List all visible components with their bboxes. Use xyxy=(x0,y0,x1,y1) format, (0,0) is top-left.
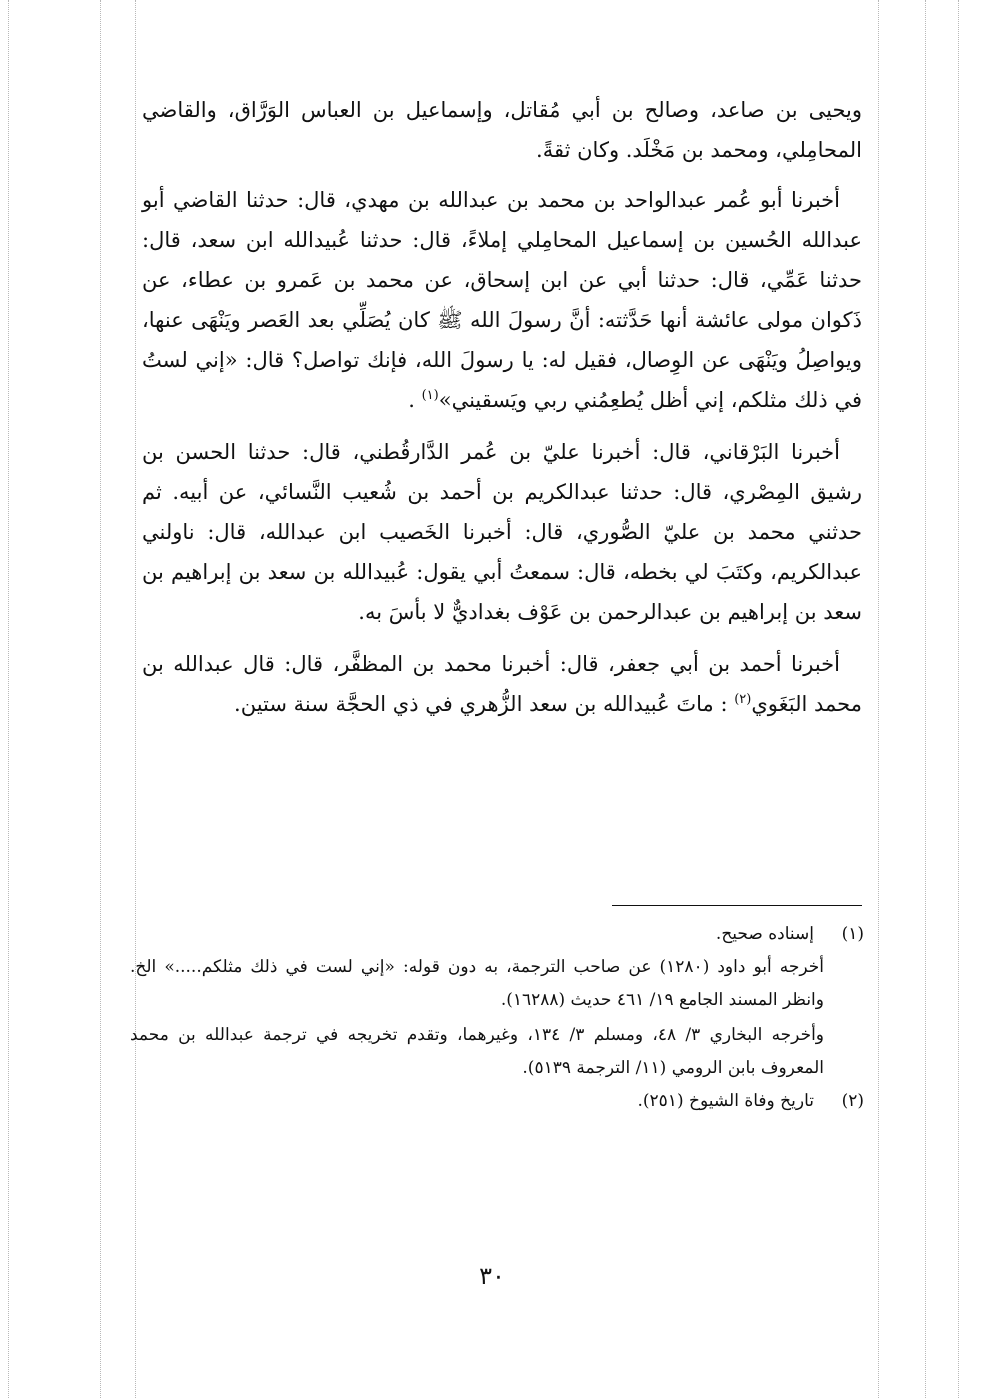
scan-artifact-line xyxy=(958,0,959,1398)
paragraph-text: أخبرنا أحمد بن أبي جعفر، قال: أخبرنا محمد بن المظفَّر، قال: قال عبدالله بن محمد البَغَوي xyxy=(142,652,862,716)
scan-artifact-line xyxy=(100,0,101,1398)
paragraph-text: : ماتَ عُبيدالله بن سعد الزُّهري في ذي الحجَّة سنة ستين. xyxy=(234,692,728,716)
paragraph xyxy=(142,180,862,420)
paragraph-end-mark: . xyxy=(408,388,415,412)
scan-artifact-line xyxy=(8,0,9,1398)
footnote-detail: وأخرجه البخاري ٣/ ٤٨، ومسلم ٣/ ١٣٤، وغيرهما، وتقدم تخريجه في ترجمة عبدالله بن محمد المعروف بابن الرومي (١١/ الترجمة ٥١٣٩). xyxy=(130,1025,825,1078)
footnote-reference[interactable]: (٢) xyxy=(734,692,752,707)
scan-artifact-line xyxy=(878,0,879,1398)
paragraph xyxy=(142,644,862,724)
footnote-text: إسناده صحيح. xyxy=(715,924,814,944)
scan-artifact-line xyxy=(925,0,926,1398)
footnote-number: (٢) xyxy=(841,1091,864,1111)
main-text xyxy=(142,90,862,736)
footnote-number: (١) xyxy=(841,924,864,944)
page-number: ٣٠ xyxy=(479,1262,505,1290)
paragraph-text: أخبرنا أبو عُمر عبدالواحد بن محمد بن عبدالله بن مهدي، قال: حدثنا القاضي أبو عبدالله الحُسين بن إسماعيل المحامِلي إملاءً، قال: حدثنا عُبيدالله ابن سعد، قال: حدثنا عَمِّي، قال: حدثنا أبي عن ابن إسحاق، عن محمد بن عَمرو بن عطاء، عن ذَكوان مولى عائشة أنها حَدَّثته: أنَّ رسولَ الله ﷺ كان يُصَلِّي بعد العَصر ويَنْهَى عنها، ويواصِلُ ويَنْهَى عن الوِصال، فقيل له: يا رسولَ الله، فإنك تواصل؟ قال: «إني لستُ في ذلك مثلكم، إني أظل يُطعِمُني ربي ويَسقيني» xyxy=(142,188,862,412)
footnote-detail: أخرجه أبو داود (١٢٨٠) عن صاحب الترجمة، به دون قوله: «إني لست في ذلك مثلكم.....» الخ. وانظر المسند الجامع ١٩/ ٤٦١ حديث (١٦٢٨٨). xyxy=(130,957,824,1010)
footnote xyxy=(130,918,864,951)
footnote xyxy=(130,1085,864,1118)
scan-artifact-line xyxy=(135,0,136,1398)
paragraph: أخبرنا البَرْقاني، قال: أخبرنا عليّ بن عُمر الدَّارقُطني، قال: حدثنا الحسن بن رشيق المِصْري، قال: حدثنا عبدالكريم بن أحمد بن شُعيب النَّسائي، عن أبيه. ثم حدثني محمد بن عليّ الصُّوري، قال: أخبرنا الخَصيب ابن عبدالله، قال: ناولني عبدالكريم، وكتَبَ لي بخطه، قال: سمعتُ أبي يقول: عُبيدالله بن سعد بن إبراهيم بن سعد بن إبراهيم بن عبدالرحمن بن عَوْف بغداديٌّ لا بأسَ به. xyxy=(142,440,862,624)
footnote-separator xyxy=(612,905,862,906)
footnotes xyxy=(130,918,864,1118)
footnote-text: تاريخ وفاة الشيوخ (٢٥١). xyxy=(637,1091,814,1111)
paragraph: ويحيى بن صاعد، وصالح بن أبي مُقاتل، وإسماعيل بن العباس الوَرَّاق، والقاضي المحامِلي، ومحمد بن مَخْلَد. وكان ثقةً. xyxy=(142,98,862,162)
footnote-reference[interactable]: (١) xyxy=(421,388,439,403)
